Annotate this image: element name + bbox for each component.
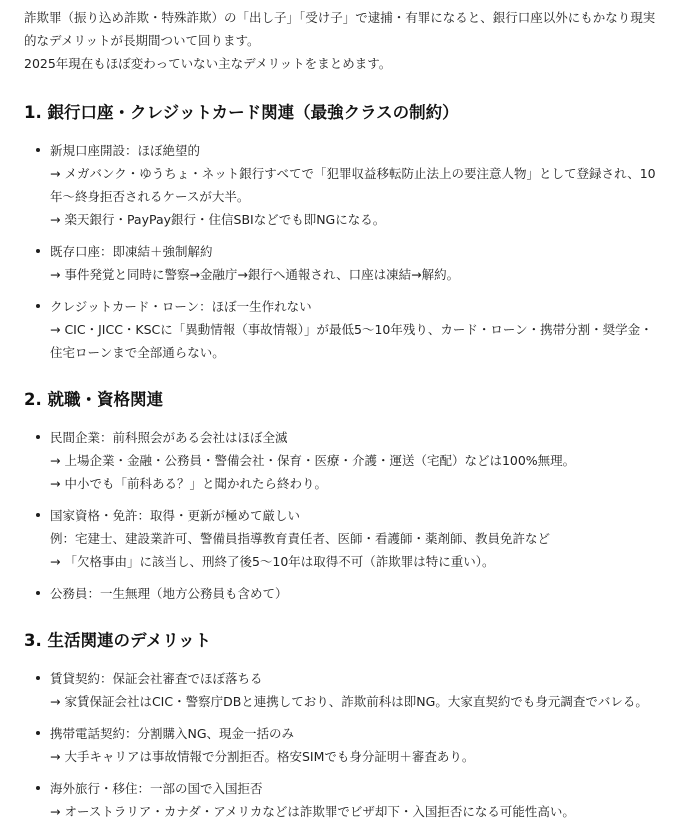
item-heading: 新規口座開設：ほぼ絶望的 <box>50 143 201 158</box>
intro-paragraph: 詐欺罪（振り込め詐欺・特殊詐欺）の「出し子」「受け子」で逮捕・有罪になると、銀行口座以外にもかなり現実的なデメリットが長期間ついて回ります。 <box>24 10 656 48</box>
item-detail: → オーストラリア・カナダ・アメリカなどは詐欺罪でビザ却下・入国拒否になる可能性高い。 <box>50 804 575 819</box>
section-banking <box>24 101 658 364</box>
bullet-icon <box>36 435 40 439</box>
item-heading: 既存口座：即凍結＋強制解約 <box>50 244 213 259</box>
intro-paragraph: 2025年現在もほぼ変わっていない主なデメリットをまとめます。 <box>24 56 392 71</box>
item-detail: → 家賃保証会社はCIC・警察庁DBと連携しており、詐欺前科は即NG。大家直契約でも身元調査でバレる。 <box>50 694 648 709</box>
intro <box>24 6 658 75</box>
list-item <box>50 240 658 286</box>
item-detail: → 中小でも「前科ある？」と聞かれたら終わり。 <box>50 476 327 491</box>
list-item <box>50 426 658 495</box>
bullet-icon <box>36 731 40 735</box>
section-heading: 2. 就職・資格関連 <box>24 390 163 409</box>
item-detail: → 「欠格事由」に該当し、刑終了後5〜10年は取得不可（詐欺罪は特に重い）。 <box>50 554 495 569</box>
bullet-list <box>24 139 658 364</box>
item-heading: 携帯電話契約：分割購入NG、現金一括のみ <box>50 726 295 741</box>
bullet-icon <box>36 304 40 308</box>
list-item <box>50 582 658 605</box>
section-heading: 3. 生活関連のデメリット <box>24 631 212 650</box>
item-detail: → 上場企業・金融・公務員・警備会社・保育・医療・介護・運送（宅配）などは100%無理。 <box>50 453 576 468</box>
item-heading: 賃貸契約：保証会社審査でほぼ落ちる <box>50 671 263 686</box>
item-heading: 国家資格・免許：取得・更新が極めて厳しい <box>50 508 301 523</box>
list-item <box>50 295 658 364</box>
section-employment <box>24 388 658 605</box>
item-detail: → 大手キャリアは事故情報で分割拒否。格安SIMでも身分証明＋審査あり。 <box>50 749 475 764</box>
list-item <box>50 667 658 713</box>
item-detail: → 事件発覚と同時に警察→金融庁→銀行へ通報され、口座は凍結→解約。 <box>50 267 460 282</box>
bullet-icon <box>36 249 40 253</box>
item-detail: 例：宅建士、建設業許可、警備員指導教育責任者、医師・看護師・薬剤師、教員免許など <box>50 531 551 546</box>
section-heading: 1. 銀行口座・クレジットカード関連（最強クラスの制約） <box>24 103 459 122</box>
item-heading: 民間企業：前科照会がある会社はほぼ全滅 <box>50 430 288 445</box>
bullet-icon <box>36 591 40 595</box>
item-heading: 海外旅行・移住：一部の国で入国拒否 <box>50 781 263 796</box>
list-item <box>50 504 658 573</box>
section-daily-life <box>24 629 658 823</box>
bullet-icon <box>36 676 40 680</box>
item-detail: → CIC・JICC・KSCに「異動情報（事故情報）」が最低5〜10年残り、カード・ローン・携帯分割・奨学金・住宅ローンまで全部通らない。 <box>50 322 653 360</box>
item-heading: 公務員：一生無理（地方公務員も含めて） <box>50 586 288 601</box>
list-item <box>50 777 658 823</box>
list-item <box>50 722 658 768</box>
item-detail: → 楽天銀行・PayPay銀行・住信SBIなどでも即NGになる。 <box>50 212 386 227</box>
bullet-list <box>24 426 658 605</box>
item-detail: → メガバンク・ゆうちょ・ネット銀行すべてで「犯罪収益移転防止法上の要注意人物」として登録され、10年〜終身拒否されるケースが大半。 <box>50 166 656 204</box>
bullet-list <box>24 667 658 823</box>
item-heading: クレジットカード・ローン：ほぼ一生作れない <box>50 299 312 314</box>
list-item <box>50 139 658 231</box>
bullet-icon <box>36 148 40 152</box>
bullet-icon <box>36 786 40 790</box>
bullet-icon <box>36 513 40 517</box>
